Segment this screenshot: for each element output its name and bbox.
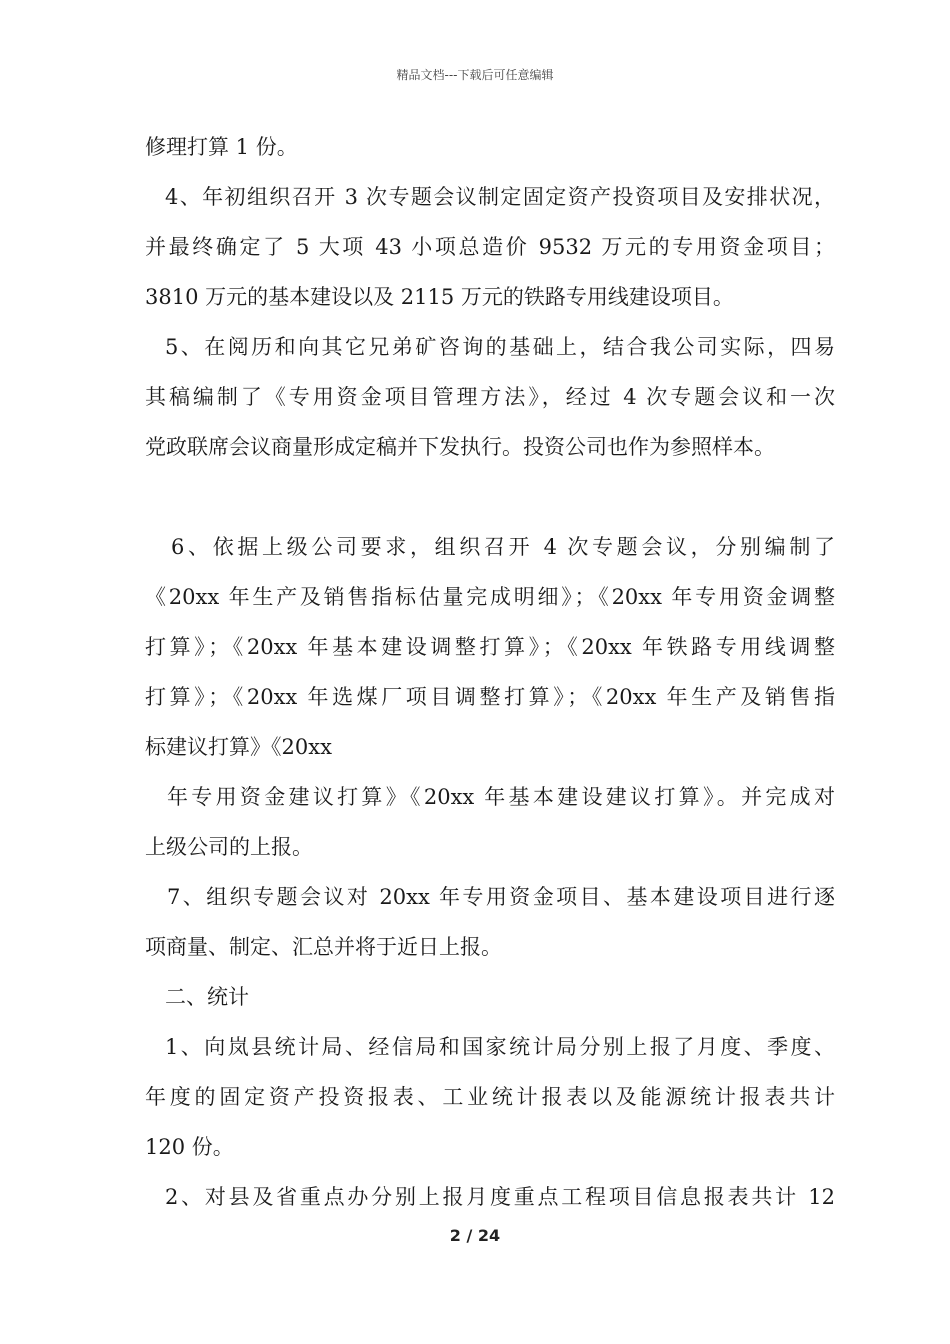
paragraph-line: 打算》；《20xx 年选煤厂项目调整打算》；《20xx 年生产及销售指 (145, 685, 835, 709)
paragraph-line: 7、组织专题会议对 20xx 年专用资金项目、基本建设项目进行逐 (167, 885, 835, 909)
paragraph-line: 6、依据上级公司要求，组织召开 4 次专题会议，分别编制了 (171, 535, 835, 559)
section-heading: 二、统计 (165, 985, 249, 1009)
paragraph-line: 其稿编制了《专用资金项目管理方法》，经过 4 次专题会议和一次 (145, 385, 835, 409)
document-body (145, 127, 835, 1227)
paragraph-line: 年度的固定资产投资报表、工业统计报表以及能源统计报表共计 (145, 1085, 835, 1109)
paragraph-line: 上级公司的上报。 (145, 835, 313, 859)
paragraph-line: 年专用资金建议打算》《20xx 年基本建设建议打算》。并完成对 (167, 785, 835, 809)
page-header: 精品文档---下载后可任意编辑 (396, 68, 554, 82)
paragraph-line: 修理打算 1 份。 (145, 135, 298, 159)
paragraph-line: 《20xx 年生产及销售指标估量完成明细》；《20xx 年专用资金调整 (145, 585, 835, 609)
paragraph-line: 5、在阅历和向其它兄弟矿咨询的基础上，结合我公司实际，四易 (165, 335, 835, 359)
paragraph-line: 打算》；《20xx 年基本建设调整打算》；《20xx 年铁路专用线调整 (145, 635, 835, 659)
paragraph-line: 标建议打算》《20xx (145, 735, 332, 759)
blank-line (145, 477, 835, 527)
paragraph-line: 1、向岚县统计局、经信局和国家统计局分别上报了月度、季度、 (165, 1035, 835, 1059)
paragraph-line: 2、对县及省重点办分别上报月度重点工程项目信息报表共计 12 (165, 1185, 835, 1209)
paragraph-line: 党政联席会议商量形成定稿并下发执行。投资公司也作为参照样本。 (145, 435, 775, 459)
paragraph-line: 120 份。 (145, 1135, 234, 1159)
paragraph-line: 并最终确定了 5 大项 43 小项总造价 9532 万元的专用资金项目； (145, 235, 835, 259)
page-number: 2 / 24 (449, 1226, 501, 1245)
paragraph-line: 3810 万元的基本建设以及 2115 万元的铁路专用线建设项目。 (145, 285, 734, 309)
paragraph-line: 项商量、制定、汇总并将于近日上报。 (145, 935, 502, 959)
paragraph-line: 4、年初组织召开 3 次专题会议制定固定资产投资项目及安排状况， (165, 185, 835, 209)
